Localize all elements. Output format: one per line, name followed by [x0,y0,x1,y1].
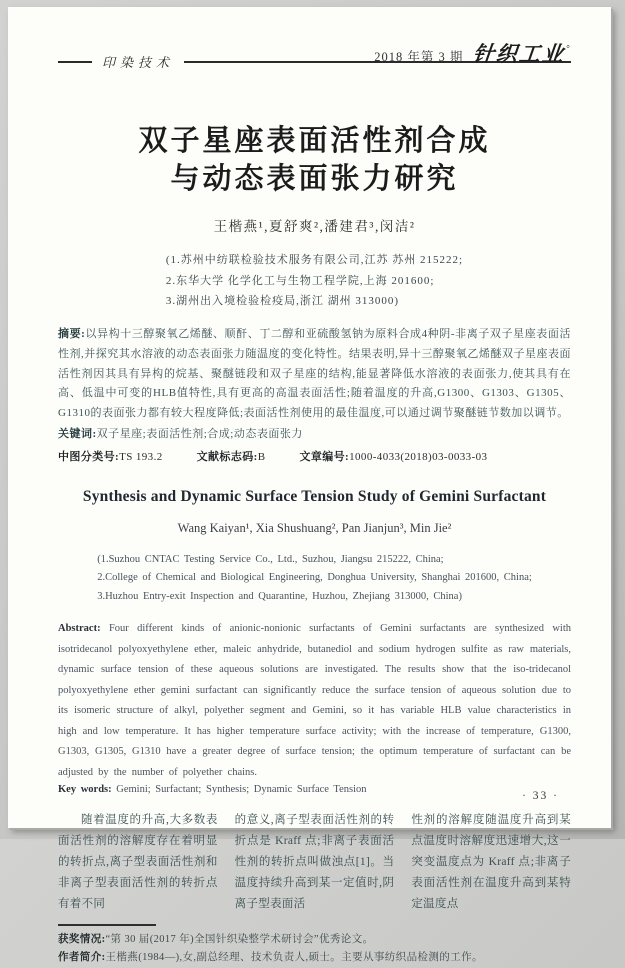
page-header [58,43,571,77]
body-columns [58,810,571,915]
issue-label: 2018 年第 3 期 [374,50,464,64]
abstract-en [58,619,571,783]
footnotes [58,931,571,968]
keywords-en [58,784,571,795]
affiliation-cn-1: (1.苏州中纺联检验技术服务有限公司,江苏 苏州 215222; [165,254,464,267]
abstract-cn [58,325,571,423]
keywords-en-text: Gemini; Surfactant; Synthesis; Dynamic Surface Tension [116,783,367,795]
clc-value: TS 193.2 [119,451,163,464]
classification-line [58,448,571,464]
section-label: 印染技术 [102,55,175,70]
doc-code-label: 文献标志码: [196,451,258,464]
clc-label: 中图分类号: [58,451,120,464]
affiliation-cn-3: 3.湖州出入境检验检疫局,浙江 湖州 313000) [165,295,400,308]
doc-code-value: B [257,451,266,464]
affiliations-en [97,551,532,606]
article-title [58,123,571,198]
affiliation-en-1: (1.Suzhou CNTAC Testing Service Co., Ltd., Suzhou, Jiangsu 215222, China; [97,554,444,566]
authors-cn: 王楷燕¹,夏舒爽²,潘建君³,闵洁² [213,219,416,235]
affiliation-en-3: 3.Huzhou Entry-exit Inspection and Quarantine, Huzhou, Zhejiang 313000, China) [97,590,462,602]
body-column-3: 性剂的溶解度随温度升高到某点温度时溶解度迅速增大,这一突变温度点为 Kraff 点;非离子表面活性剂在温度升高到某特定温度点 [411,813,572,910]
affiliation-cn-2: 2.东华大学 化学化工与生物工程学院,上海 201600; [165,274,435,287]
article-title-line1: 双子星座表面活性剂合成 [138,125,491,157]
bio-label: 作者简介: [58,952,106,964]
award-text: “第 30 届(2017 年)全国针织染整学术研讨会”优秀论文。 [105,933,374,945]
bio-text: 王楷燕(1984—),女,副总经理、技术负责人,硕士。主要从事纺织品检测的工作。 [105,952,483,964]
keywords-en-label: Key words: [58,783,112,795]
page-number: · 33 · [522,790,559,802]
journal-page [8,7,611,964]
article-title-en: Synthesis and Dynamic Surface Tension Study of Gemini Surfactant [82,488,547,506]
abstract-cn-text: 以异构十三醇聚氧乙烯醚、顺酐、丁二醇和亚硫酸氢钠为原料合成4种阴-非离子双子星座表面活性剂,并探究其水溶液的动态表面张力随温度的变化特性。结果表明,异十三醇聚氧乙烯醚双子星座表面活性剂因其具有异构的烷基、聚醚链段和双子星座的结构,能显著降低水溶液的表面张力,使其具有在高、低温中可变的HLB值特性,具有更高的高温表面活性;随着温度的升高,G1300、G1303、G1305、G1310的表面张力都有较大程度降低;表面活性剂使用的最佳温度,可以通过调节聚醚链节数加以调节。 [58,328,571,419]
header-rule-left [58,61,92,63]
authors-en: Wang Kaiyan¹, Xia Shushuang², Pan Jianjun³, Min Jie² [177,521,452,536]
abstract-en-text: Four different kinds of anionic-nonionic surfactants of Gemini surfactants are synthesized with isotridecanol polyoxyethylene ether, maleic anhydride, butanediol and sodium hydrogen sulfite as raw materials, dynamic surface tension of these aqueous solutions are investigated. The results show that the iso-tridecanol polyoxyethylene ether gemini surfactant can significantly reduce the surface tension of aqueous solution due to its isomeric structure of alkyl, polyether segment and Gemini, so it has variable HLB value characteristics in high and low temperature. It has higher temperature surface activity; with the increase of temperature, G1300, G1303, G1305, G1310 have a greater degree of surface tension; the optimum temperature of surfactant can be adjusted by the number of polyether chains. [58,623,571,778]
logo-trademark-mark: ° [565,43,573,53]
journal-logo: 针织工业° [472,42,573,66]
affiliations-cn [166,250,463,311]
footnote-award [58,931,571,950]
article-title-line2: 与动态表面张力研究 [170,162,459,195]
keywords-cn-text: 双子星座;表面活性剂;合成;动态表面张力 [96,428,303,441]
body-column-1: 随着温度的升高,大多数表面活性剂的溶解度存在着明显的转折点,离子型表面活性剂和非离子型表面活性剂的转折点有着不同 [58,813,218,910]
article-id-value: 1000-4033(2018)03-0033-03 [349,451,488,464]
body-column-2: 的意义,离子型表面活性剂的转折点是 Kraff 点;非离子表面活性剂的转折点叫做浊点[1]。当温度持续升高到某一定值时,阴离子型表面活 [234,813,395,910]
page-content [8,7,611,968]
footnote-divider [58,924,156,926]
article-id-label: 文章编号: [299,451,350,464]
footnote-bio [58,949,571,968]
abstract-cn-label: 摘要: [58,328,86,341]
abstract-en-label: Abstract: [58,623,101,635]
header-right [374,44,571,65]
affiliation-en-2: 2.College of Chemical and Biological Engineering, Donghua University, Shanghai 201600, China; [97,572,532,584]
keywords-cn [58,425,571,445]
award-label: 获奖情况: [58,933,106,945]
keywords-cn-label: 关键词: [58,428,97,441]
